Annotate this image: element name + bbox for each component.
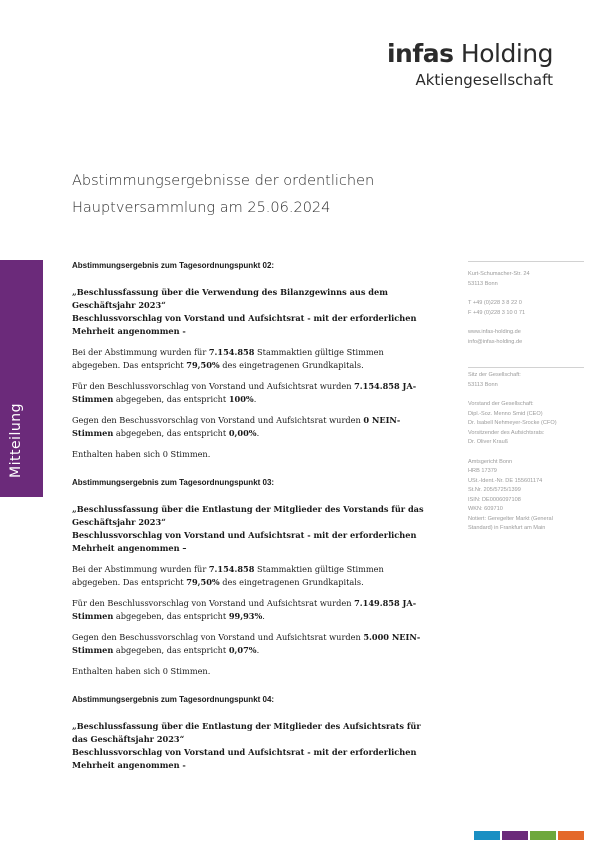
company-info-sidebar bbox=[468, 270, 586, 544]
proposal-text: Beschlussvorschlag von Vorstand und Aufsichtsrat - mit der erforderlichen Mehrheit angenommen - bbox=[72, 747, 417, 770]
proposal-text: Beschlussvorschlag von Vorstand und Aufsichtsrat - mit der erforderlichen Mehrheit angenommen - bbox=[72, 313, 417, 336]
logo-bold-text: infas bbox=[386, 39, 454, 68]
side-tab-label: Mitteilung bbox=[8, 403, 24, 478]
sidebar-board: Vorstand der Gesellschaft: Dipl.-Soz. Menno Smid (CEO) Dr. Isabell Nehmeyer-Srocke (CFO) Vorsitzender des Aufsichtsrats: Dr. Oliver Krauß bbox=[468, 401, 557, 445]
resolution-text: „Beschlussfassung über die Entlastung der Mitglieder des Aufsichtsrats für das Geschäftsjahr 2023“ bbox=[72, 721, 421, 744]
valid-votes-paragraph: Bei der Abstimmung wurden für 7.154.858 Stammaktien gültige Stimmen abgegeben. Das entspricht 79,50% des eingetragenen Grundkapitals. bbox=[72, 564, 384, 587]
main-content bbox=[72, 260, 434, 772]
no-votes-paragraph: Gegen den Beschussvorschlag von Vorstand und Aufsichtsrat wurden 5.000 NEIN-Stimmen abgegeben, das entspricht 0,07%. bbox=[72, 632, 421, 655]
resolution-title bbox=[72, 503, 434, 555]
footer-bar-purple bbox=[502, 831, 528, 840]
title-line-2: Hauptversammlung am 25.06.2024 bbox=[72, 200, 331, 216]
yes-votes-paragraph: Für den Beschlussvorschlag von Vorstand und Aufsichtsrat wurden 7.154.858 JA-Stimmen abgegeben, das entspricht 100%. bbox=[72, 381, 417, 404]
email-link[interactable]: info@infas-holding.de bbox=[468, 338, 523, 345]
section-heading: Abstimmungsergebnis zum Tagesordnungspunkt 03: bbox=[72, 478, 275, 487]
resolution-title bbox=[72, 286, 434, 338]
sidebar-seat: Sitz der Gesellschaft: 53113 Bonn bbox=[468, 372, 521, 388]
valid-votes-paragraph: Bei der Abstimmung wurden für 7.154.858 Stammaktien gültige Stimmen abgegeben. Das entspricht 79,50% des eingetragenen Grundkapitals. bbox=[72, 347, 384, 370]
section-heading: Abstimmungsergebnis zum Tagesordnungspunkt 04: bbox=[72, 695, 275, 704]
agenda-section-02 bbox=[72, 260, 434, 461]
sidebar-web bbox=[468, 328, 586, 347]
section-heading: Abstimmungsergebnis zum Tagesordnungspunkt 02: bbox=[72, 261, 275, 270]
sidebar-top-rule bbox=[468, 261, 584, 262]
sidebar-address: Kurt-Schumacher-Str. 24 53113 Bonn bbox=[468, 271, 530, 287]
document-title bbox=[72, 168, 374, 222]
footer-bar-green bbox=[530, 831, 556, 840]
title-line-1: Abstimmungsergebnisse der ordentlichen bbox=[72, 173, 375, 189]
yes-votes-paragraph: Für den Beschlussvorschlag von Vorstand und Aufsichtsrat wurden 7.149.858 JA-Stimmen abgegeben, das entspricht 99,93%. bbox=[72, 598, 417, 621]
resolution-text: „Beschlussfassung über die Entlastung der Mitglieder des Vorstands für das Geschäftsjahr 2023“ bbox=[72, 504, 424, 527]
no-votes-paragraph: Gegen den Beschussvorschlag von Vorstand und Aufsichtsrat wurden 0 NEIN-Stimmen abgegeben, das entspricht 0,00%. bbox=[72, 415, 401, 438]
abstentions-paragraph: Enthalten haben sich 0 Stimmen. bbox=[72, 449, 211, 459]
logo-light-text: Holding bbox=[453, 39, 553, 68]
footer-color-bars bbox=[474, 831, 586, 840]
footer-bar-blue bbox=[474, 831, 500, 840]
agenda-section-04 bbox=[72, 694, 434, 772]
logo-subtitle: Aktiengesellschaft bbox=[415, 71, 553, 89]
resolution-text: „Beschlussfassung über die Verwendung des Bilanzgewinns aus dem Geschäftsjahr 2023“ bbox=[72, 287, 388, 310]
logo-name bbox=[387, 40, 553, 68]
agenda-section-03 bbox=[72, 477, 434, 678]
website-link[interactable]: www.infas-holding.de bbox=[468, 329, 521, 335]
sidebar-registry: Amtsgericht Bonn HRB 17379 USt.-Ident.-Nr. DE 155601174 St.Nr. 205/5725/1399 ISIN: DE0006097108 WKN: 609710 Notiert: Geregelter Markt (General Standard) in Frankfurt am Main bbox=[468, 458, 553, 531]
resolution-title bbox=[72, 720, 434, 772]
sidebar-phone: T +49 (0)228 3 8 22 0 F +49 (0)228 3 10 0 71 bbox=[468, 300, 526, 316]
footer-bar-orange bbox=[558, 831, 584, 840]
abstentions-paragraph: Enthalten haben sich 0 Stimmen. bbox=[72, 666, 211, 676]
proposal-text: Beschlussvorschlag von Vorstand und Aufsichtsrat - mit der erforderlichen Mehrheit angenommen – bbox=[72, 530, 417, 553]
company-logo bbox=[387, 40, 553, 90]
